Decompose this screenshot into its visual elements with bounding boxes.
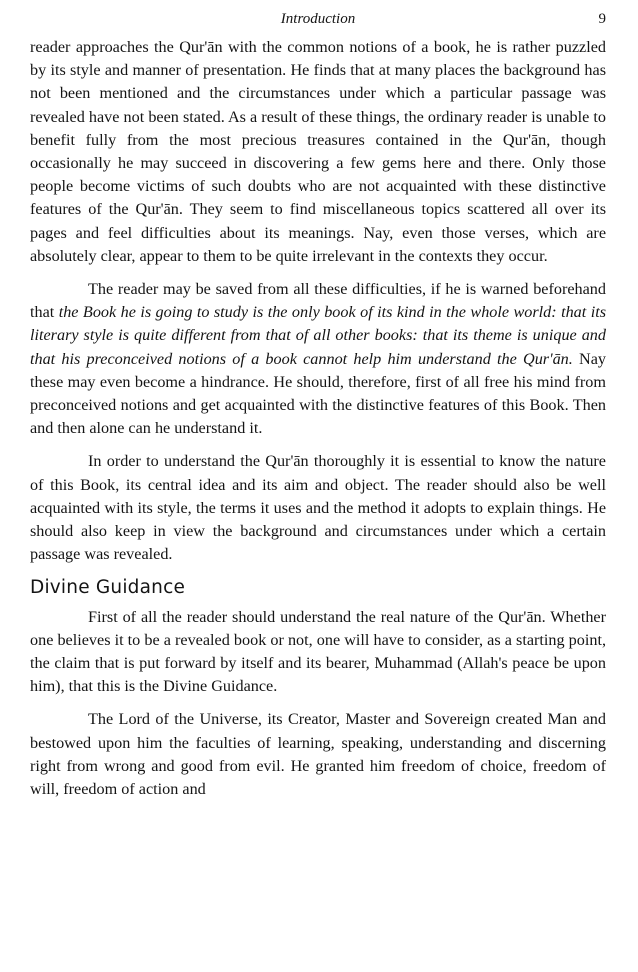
italic-emphasis: the Book he is going to study is the only book of its kind in the whole world: that its literary style is quite different from that of all other books: that its theme is unique and that his preconceived notions of a book cannot help him understand the Qur'ān.: [30, 303, 607, 368]
paragraph-continuation: reader approaches the Qur'ān with the common notions of a book, he is rather puzzled by its style and manner of presentation. He finds that at many places the background has not been mentioned and the circumstances under which a particular passage was revealed have not been stated. As a result of these things, the ordinary reader is unable to benefit fully from the most precious treasures contained in the Qur'ān, though occasionally he may succeed in discovering a few gems here and there. Only those people become victims of such doubts who are not acquainted with these distinctive features of the Qur'ān. They seem to find miscellaneous topics scattered all over its pages and feel difficulties about its meanings. Nay, even those verses, which are absolutely clear, appear to them to be quite irrelevant in the contexts they occur.: [30, 38, 606, 265]
page-number: 9: [598, 11, 606, 27]
paragraph-creation: The Lord of the Universe, its Creator, Master and Sovereign created Man and bestowed upon him the faculties of learning, speaking, understanding and discerning right from wrong and good from evil. He granted him freedom of choice, freedom of will, freedom of action and: [30, 710, 606, 799]
body-text: [30, 36, 606, 801]
paragraph-text: The reader may be saved from all these difficulties, if he is warned beforehand that: [30, 280, 606, 322]
section-heading: Divine Guidance: [30, 577, 186, 599]
running-head: Introduction: [280, 11, 356, 27]
page-header: [30, 8, 606, 30]
document-page: [30, 8, 606, 801]
paragraph-text: Nay these may even become a hindrance. He should, therefore, first of all free his mind from preconceived notions and get acquainted with the distinctive features of this Book. Then and then alone can he understand it.: [30, 349, 606, 438]
paragraph-understanding: In order to understand the Qur'ān thoroughly it is essential to know the nature of this Book, its central idea and its aim and object. The reader should also be well acquainted with its style, the terms it uses and the method it adopts to explain things. He should also keep in view the background and circumstances under which a certain passage was revealed.: [30, 452, 606, 564]
paragraph-warning: [30, 278, 606, 440]
paragraph-divine-guidance: First of all the reader should understand the real nature of the Qur'ān. Whether one believes it to be a revealed book or not, one will have to consider, as a starting point, the claim that is put forward by itself and its bearer, Muhammad (Allah's peace be upon him), that this is the Divine Guidance.: [30, 607, 606, 696]
